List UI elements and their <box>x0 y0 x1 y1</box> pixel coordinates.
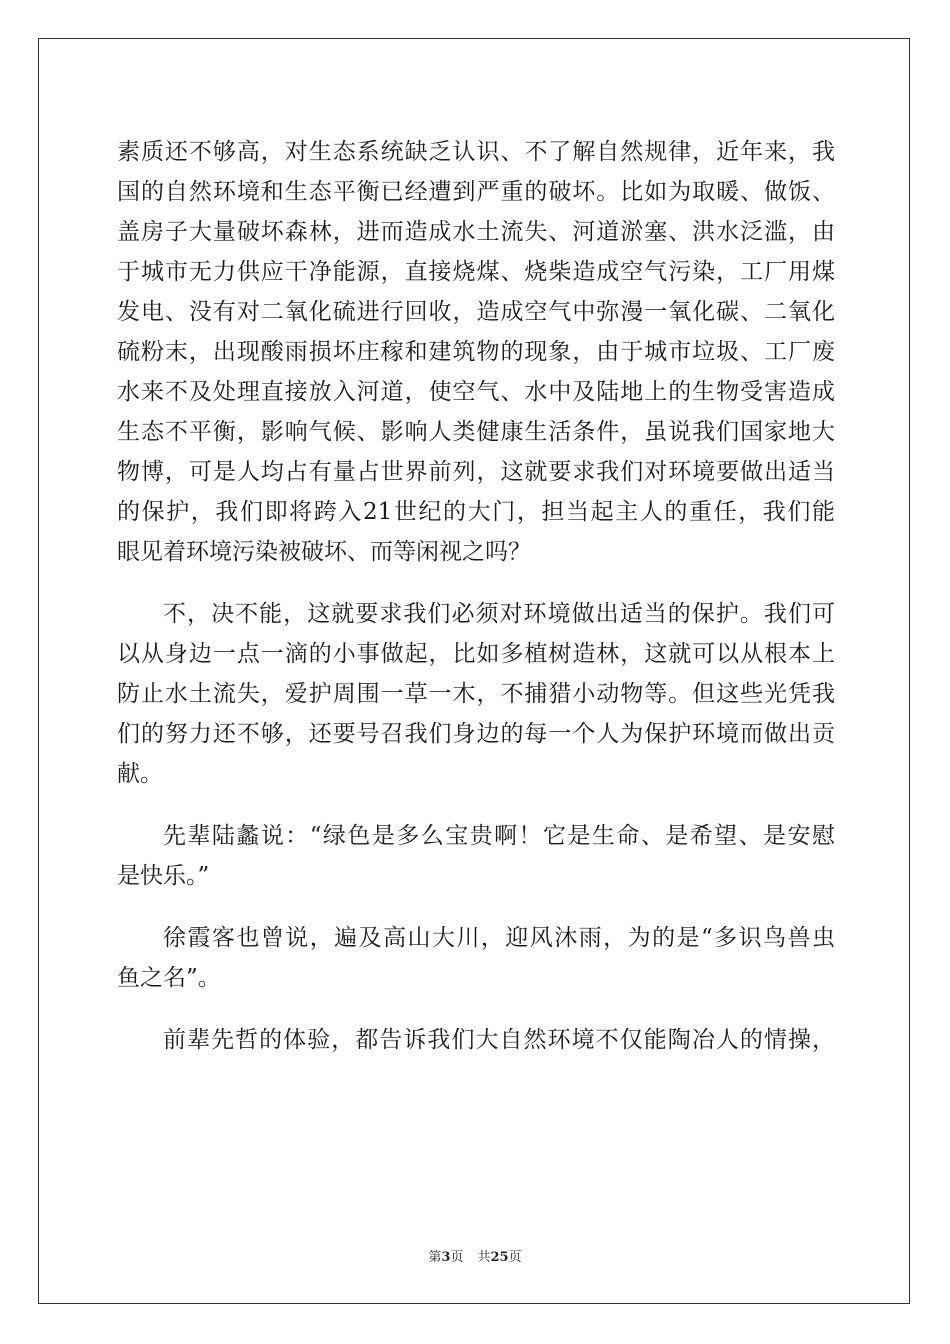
text-line: 素质还不够高，对生态系统缺乏认识、不了解自然规律，近年来，我 <box>117 139 835 165</box>
text-line: 徐霞客也曾说，遍及高山大川，迎风沐雨，为的是“多识鸟兽虫 <box>163 925 835 951</box>
document-body <box>117 132 835 1060</box>
paragraph <box>117 816 835 896</box>
page-number: 3 <box>441 1250 451 1265</box>
paragraph <box>117 594 835 794</box>
total-prefix: 共 <box>477 1250 491 1265</box>
text-line: 们的努力还不够，还要号召我们身边的每一个人为保护环境而做出贡 <box>117 721 835 747</box>
text-line: 的保护，我们即将跨入21世纪的大门，担当起主人的重任，我们能 <box>117 499 835 525</box>
page-prefix: 第 <box>428 1250 442 1265</box>
paragraph <box>117 1020 835 1060</box>
paragraph <box>117 918 835 998</box>
text-line: 前辈先哲的体验，都告诉我们大自然环境不仅能陶冶人的情操， <box>163 1027 835 1053</box>
text-line: 鱼之名”。 <box>117 965 221 991</box>
text-line: 先辈陆蠡说：“绿色是多么宝贵啊！它是生命、是希望、是安慰 <box>163 823 835 849</box>
text-line: 发电、没有对二氧化硫进行回收，造成空气中弥漫一氧化碳、二氧化 <box>117 299 835 325</box>
text-line: 生态不平衡，影响气候、影响人类健康生活条件，虽说我们国家地大 <box>117 419 835 445</box>
total-suffix: 页 <box>508 1250 522 1265</box>
text-line: 献。 <box>117 761 163 787</box>
text-line: 国的自然环境和生态平衡已经遭到严重的破坏。比如为取暖、做饭、 <box>117 179 835 205</box>
text-line: 水来不及处理直接放入河道，使空气、水中及陆地上的生物受害造成 <box>117 379 835 405</box>
text-line: 防止水土流失，爱护周围一草一木，不捕猎小动物等。但这些光凭我 <box>117 681 835 707</box>
text-line: 以从身边一点一滴的小事做起，比如多植树造林，这就可以从根本上 <box>117 641 835 667</box>
text-line: 盖房子大量破坏森林，进而造成水土流失、河道淤塞、洪水泛滥，由 <box>117 219 835 245</box>
paragraph <box>117 132 835 572</box>
text-line: 于城市无力供应干净能源，直接烧煤、烧柴造成空气污染，工厂用煤 <box>117 259 835 285</box>
text-line: 不，决不能，这就要求我们必须对环境做出适当的保护。我们可 <box>163 601 835 627</box>
page-suffix: 页 <box>450 1250 464 1265</box>
text-line: 是快乐。” <box>117 863 210 889</box>
text-line: 硫粉末，出现酸雨损坏庄稼和建筑物的现象，由于城市垃圾、工厂废 <box>117 339 835 365</box>
page-footer <box>0 1246 950 1265</box>
total-pages: 25 <box>490 1250 509 1265</box>
text-line: 眼见着环境污染被破坏、而等闲视之吗？ <box>117 539 531 565</box>
text-line: 物博，可是人均占有量占世界前列，这就要求我们对环境要做出适当 <box>117 459 835 485</box>
